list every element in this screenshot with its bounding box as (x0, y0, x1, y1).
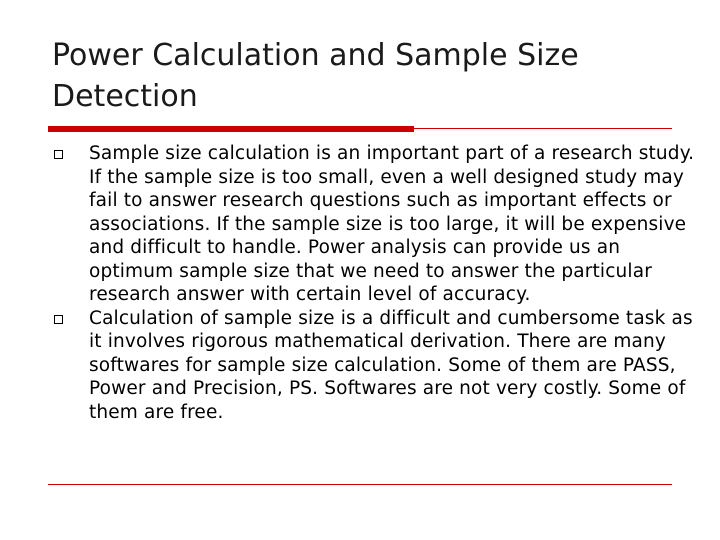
title-underline-thin-segment (414, 128, 672, 129)
hollow-square-bullet-icon (54, 315, 63, 324)
bullet-item-calculation (52, 307, 702, 425)
title-underline (48, 126, 672, 132)
bullet-item-sample-size (52, 142, 702, 307)
slide-title: Power Calculation and Sample Size Detection (52, 38, 579, 114)
hollow-square-bullet-icon (54, 150, 63, 159)
bullet-text: Calculation of sample size is a difficult and cumbersome task as it involves rigorous mathematical derivation. There are many softwares for sample size calculation. Some of them are PASS, Power and Precision, PS. Softwares are not very costly. Some of them are free. (89, 307, 693, 423)
bullet-text: Sample size calculation is an important part of a research study. If the sample size is too small, even a well designed study may fail to answer research questions such as important effects or associations. If the sample size is too large, it will be expensive and difficult to handle. Power analysis can provide us an optimum sample size that we need to answer the particular research answer with certain level of accuracy. (89, 143, 695, 305)
title-underline-thick-segment (48, 126, 414, 132)
footer-divider (48, 484, 672, 485)
bullet-list (52, 142, 702, 424)
